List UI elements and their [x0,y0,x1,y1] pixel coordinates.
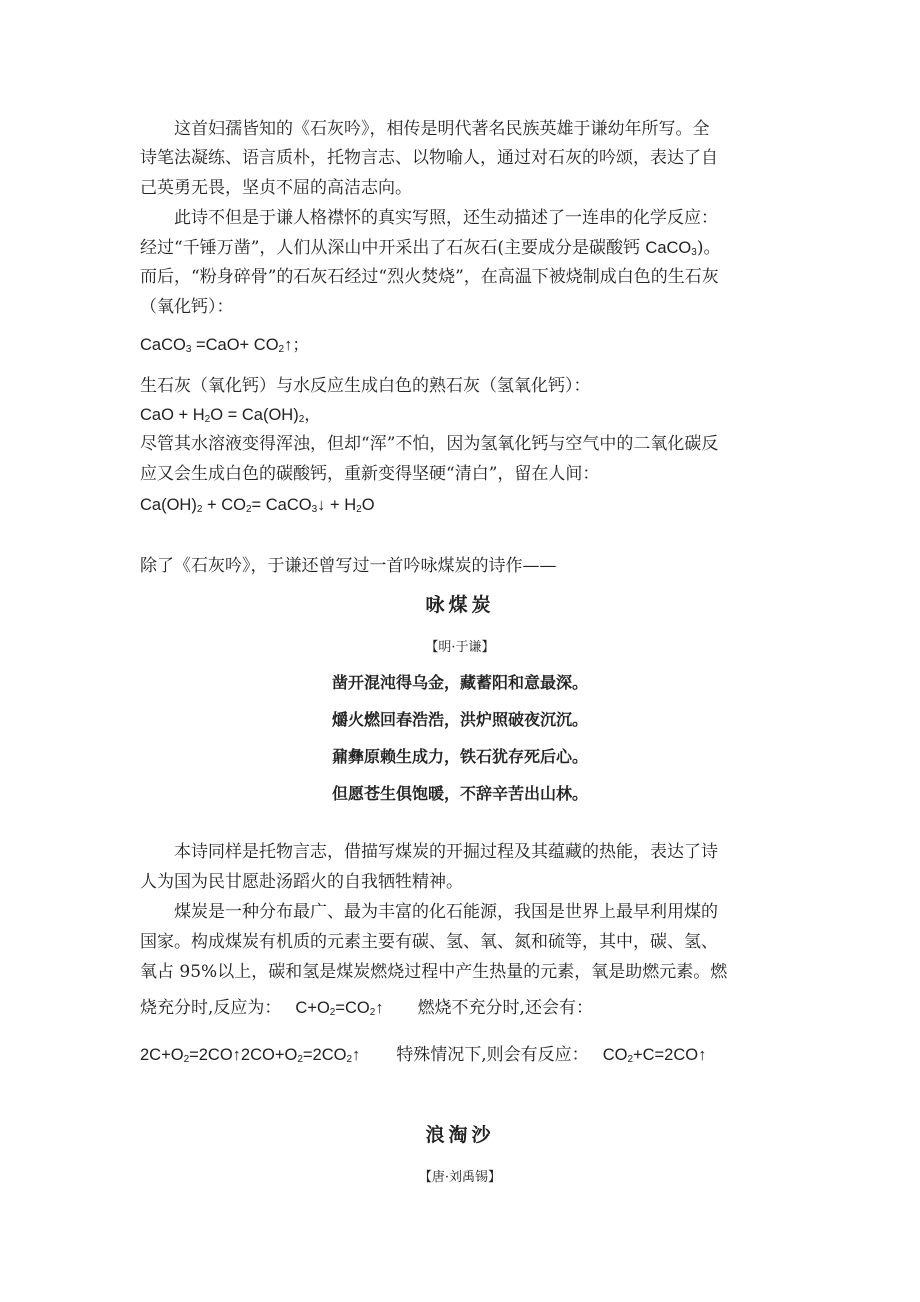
equation-incomplete-combustion [140,1046,360,1064]
eq2-sub: 2 [204,414,211,425]
burn-text-b: 燃烧不充分时,还会有： [417,998,593,1018]
eq1-part: ↑； [284,336,309,354]
eq4-sub: 2 [329,1007,336,1018]
intro-p2-line3: 而后，“粉身碎骨”的石灰石经过“烈火焚烧”，在高温下被烧制成白色的生石灰 [140,267,719,287]
mid-line4: 应又会生成白色的碳酸钙，重新变得坚硬“清白”，留在人间： [140,464,600,484]
poem1-verse-2: 爝火燃回春浩浩，洪炉照破夜沉沉。 [331,710,588,729]
intro-p2-line1: 此诗不但是于谦人格襟怀的真实写照，还生动描述了一连串的化学反应： [140,208,718,228]
mid-line3: 尽管其水溶液变得浑浊，但却“浑”不怕，因为氢氧化钙与空气中的二氧化碳反 [140,434,719,454]
intro-p2-line2 [140,233,720,263]
eq1-part: =CaO+ CO [191,336,279,354]
equation-carbonation [140,490,375,520]
eq3-sub: 2 [245,504,252,515]
intro-p1-line2: 诗笔法凝练、语言质朴，托物言志、以物喻人，通过对石灰的吟颂，表达了自 [140,148,718,168]
eq5-part: ↑ [352,1046,361,1064]
intro-p2-line4: （氧化钙）： [140,297,234,317]
eq3-part: + CO [202,496,246,514]
intro-p1-line1: 这首妇孺皆知的《石灰吟》，相传是明代著名民族英雄于谦幼年所写。全 [140,119,710,139]
analysis-p2-line3: 氧占 95%以上，碳和氢是煤炭燃烧过程中产生热量的元素，氧是助燃元素。燃 [140,962,728,982]
eq4-part: C+O [295,999,330,1017]
eq4-part: ↑ [375,999,384,1017]
eq2-sub: 2 [298,414,305,425]
equation-limestone-decomposition [140,330,309,360]
eq5-part: +C=2CO↑ [633,1046,707,1064]
poem2-title: 浪淘沙 [425,1124,495,1146]
burn-text-a: 烧充分时,反应为： [140,998,282,1018]
equation-line-incomplete [140,1040,706,1070]
intro-p2-line2-text: 经过“千锤万凿”，人们从深山中开采出了石灰石(主要成分是碳酸钙 [140,238,646,258]
caco3-sub: 3 [691,247,697,258]
eq5-part: 2C+O [140,1046,184,1064]
poem1-title: 咏煤炭 [425,594,495,616]
eq3-sub: 2 [196,504,203,515]
eq5-sub: 2 [346,1054,353,1065]
eq2-part: O = Ca(OH) [210,406,299,424]
special-case-note: 特殊情况下,则会有反应： [396,1045,589,1065]
eq3-sub: 3 [311,504,318,515]
analysis-p1-line1: 本诗同样是托物言志，借描写煤炭的开掘过程及其蕴藏的热能，表达了诗 [140,842,718,862]
poem1-verse-3: 鼐彝原赖生成力，铁石犹存死后心。 [331,747,588,766]
eq5-sub: 2 [297,1054,303,1065]
equation-quicklime-water [140,400,321,430]
analysis-p2-line1: 煤炭是一种分布最广、最为丰富的化石能源，我国是世界上最早利用煤的 [140,902,718,922]
eq1-sub: 3 [185,344,192,355]
caco3-close: )。 [696,238,721,258]
eq2-part: ， [304,406,321,424]
poem2-author: 【唐·刘禹锡】 [418,1170,502,1185]
poem1-verse-1: 凿开混沌得乌金，藏蓄阳和意最深。 [331,673,588,692]
mid-line1: 生石灰（氧化钙）与水反应生成白色的熟石灰（氢氧化钙）： [140,376,591,396]
eq1-sub: 2 [278,344,285,355]
burn-line [140,993,593,1023]
eq5-part: =2CO↑2CO+O [189,1046,298,1064]
eq1-part: CaCO [140,336,186,354]
analysis-p1-line2: 人为国为民甘愿赴汤蹈火的自我牺牲精神。 [140,872,463,892]
analysis-p2-line2: 国家。构成煤炭有机质的元素主要有碳、氢、氧、氮和硫等，其中，碳、氢、 [140,932,718,952]
eq4-part: =CO [335,999,370,1017]
poem1-author: 【明·于谦】 [425,640,495,655]
eq3-part: = CaCO [251,496,312,514]
caco3-text: CaCO [645,239,692,257]
eq5-part: CO [602,1046,628,1064]
eq5-sub: 2 [627,1054,633,1065]
eq3-part: O [361,496,375,514]
eq4-sub: 2 [369,1007,376,1018]
eq5-sub: 2 [183,1054,190,1065]
transition-line: 除了《石灰吟》，于谦还曾写过一首吟咏煤炭的诗作—— [140,556,557,576]
eq2-part: CaO + H [140,406,205,424]
eq3-sub: 2 [356,504,362,515]
eq3-part: Ca(OH) [140,496,197,514]
equation-complete-combustion [295,999,383,1017]
poem1-verse-4: 但愿苍生俱饱暖，不辞辛苦出山林。 [331,784,588,803]
equation-co2-carbon [603,1046,707,1064]
eq3-part: ↓ + H [317,496,357,514]
caco3-formula [645,239,696,257]
intro-p1-line3: 己英勇无畏，坚贞不屈的高洁志向。 [140,178,412,198]
eq5-part: =2CO [302,1046,347,1064]
